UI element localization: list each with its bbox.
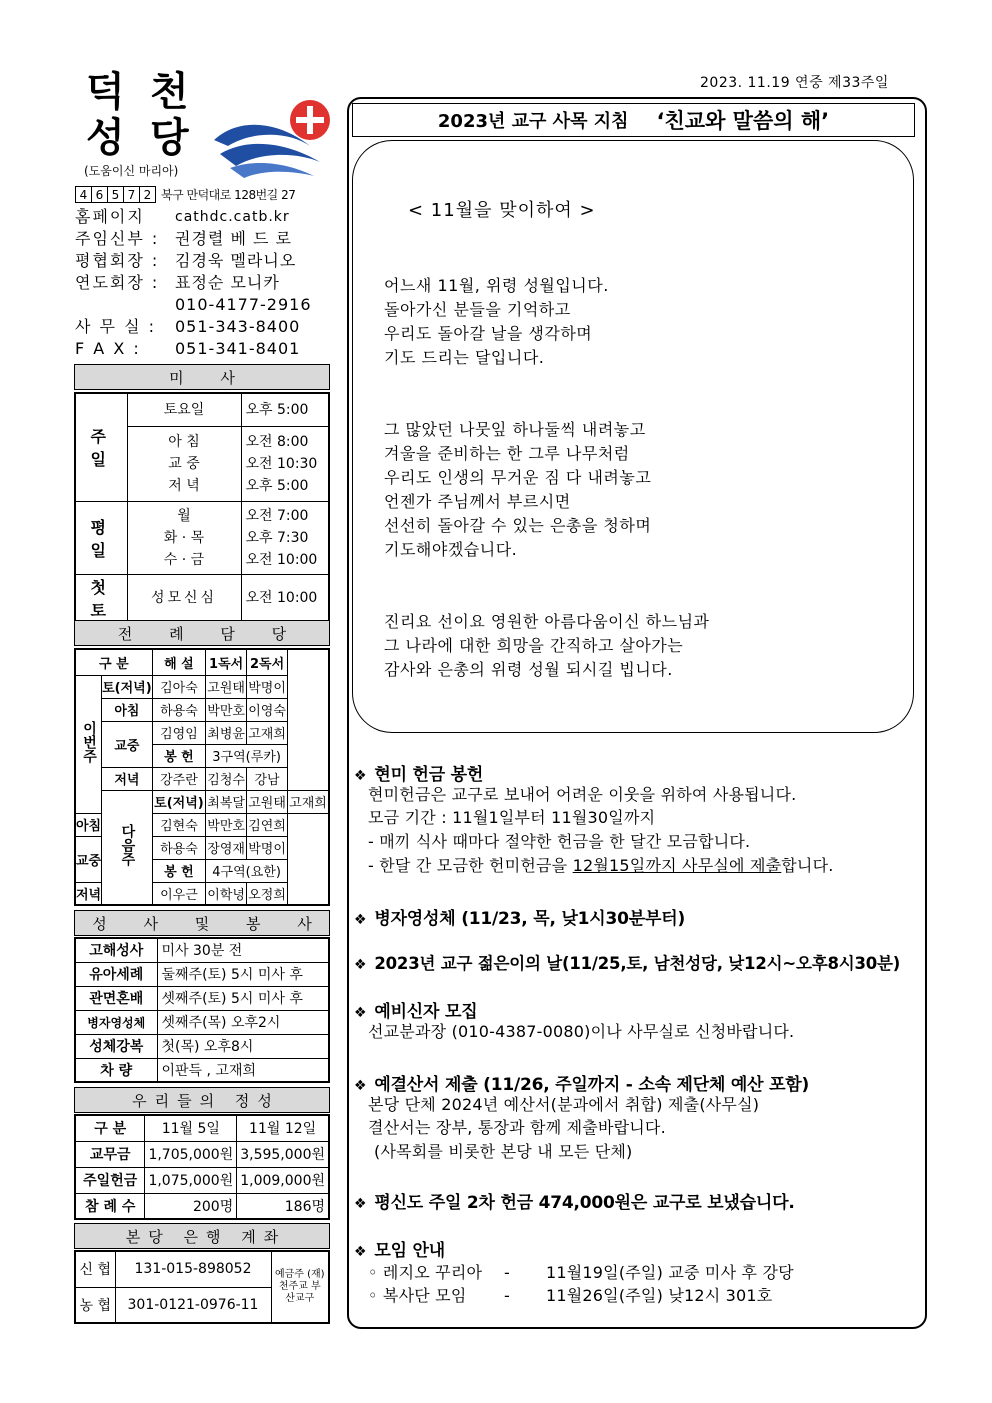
finance-table xyxy=(74,1114,330,1220)
meeting-detail: 11월26일(주일) 낮12시 301호 xyxy=(546,1286,773,1305)
sacraments-heading: 성 사 및 봉 사 xyxy=(74,910,330,936)
poem-line: 어느새 11월, 위령 성월입니다. xyxy=(384,276,609,295)
offering-label: 봉 헌 xyxy=(152,744,205,767)
duty-cell: 김청수 xyxy=(206,767,247,790)
mass-name: 화 · 목 xyxy=(163,529,205,546)
bank-heading: 본당 은행 계좌 xyxy=(74,1223,330,1249)
info-value: 051-343-8400 xyxy=(175,317,301,336)
diamond-bullet-icon: ❖ xyxy=(354,1244,367,1260)
duty-cell: 강주란 xyxy=(152,767,205,790)
deadline-underlined: 12월15일까지 사무실에 제출 xyxy=(572,856,782,875)
duty-cell: 하용숙 xyxy=(152,836,205,859)
duty-cell: 고원태 xyxy=(247,790,288,813)
info-key: 홈페이지 xyxy=(75,207,145,226)
info-value: 010-4177-2916 xyxy=(175,295,312,314)
duty-cell: 최복달 xyxy=(206,790,247,813)
notice-text: - 한달 간 모금한 헌미헌금을 12월15일까지 사무실에 제출합니다. xyxy=(368,856,834,875)
sacraments-table xyxy=(74,937,330,1083)
sacrament-name: 차 량 xyxy=(75,1058,157,1082)
info-value: 김경욱 멜라니오 xyxy=(175,251,297,270)
mass-time: 오전 8:00 xyxy=(245,433,309,450)
info-key: F A X : xyxy=(75,339,141,358)
theme-prefix: 2023년 교구 사목 지침 xyxy=(437,111,629,132)
info-key: 사 무 실 : xyxy=(75,317,157,336)
sacrament-time: 셋째주(목) 오후2시 xyxy=(157,1010,329,1034)
mass-time: 오후 5:00 xyxy=(241,393,329,426)
notice-text: - 매끼 식사 때마다 절약한 헌금을 한 달간 모금합니다. xyxy=(368,832,751,851)
duty-cell: 고재희 xyxy=(288,790,329,813)
meeting-name: ◦ 레지오 꾸리아 xyxy=(368,1263,483,1282)
meeting-dash: - xyxy=(504,1263,510,1282)
theme-quote: ‘친교와 말씀의 해’ xyxy=(656,109,830,133)
info-value: 표정순 모니카 xyxy=(175,273,280,292)
offering-cell: 3구역(루카) xyxy=(206,744,288,767)
duty-row-label: 아침 xyxy=(75,813,102,836)
finance-value: 1,705,000원 xyxy=(145,1141,237,1167)
zip-digit: 6 xyxy=(91,186,108,203)
mass-name: 수 · 금 xyxy=(163,551,205,568)
account-owner: 예금주 (재) 천주교 부산교구 xyxy=(271,1251,329,1323)
info-key xyxy=(75,294,175,316)
liturgy-duty-table xyxy=(74,648,330,906)
poem-line: 그 나라에 대한 희망을 간직하고 살아가는 xyxy=(384,636,684,655)
parish-emblem-icon xyxy=(210,96,335,181)
notice-text: 모금 기간 : 11월1일부터 11월30일까지 xyxy=(368,808,656,827)
info-value: 권경렬 베 드 로 xyxy=(175,229,292,248)
notice-text: (사목회를 비롯한 본당 내 모든 단체) xyxy=(374,1142,633,1161)
duty-row-label: 아침 xyxy=(102,698,153,721)
col-header: 2독서 xyxy=(247,649,288,675)
duty-cell: 김영임 xyxy=(152,721,205,744)
poem-line: 우리도 인생의 무거운 짐 다 내려놓고 xyxy=(384,468,652,487)
duty-cell: 하용숙 xyxy=(152,698,205,721)
account-number: 131-015-898052 xyxy=(115,1251,271,1287)
finance-value: 1,075,000원 xyxy=(145,1167,237,1193)
offering-label: 봉 헌 xyxy=(152,859,205,882)
col-header: 구 분 xyxy=(75,1115,145,1141)
notice-title: ❖ 병자영성체 (11/23, 목, 낮1시30분부터) xyxy=(354,909,686,929)
account-number: 301-0121-0976-11 xyxy=(115,1287,271,1323)
duty-cell: 김아숙 xyxy=(152,675,205,698)
poem-line: 언젠가 주님께서 부르시면 xyxy=(384,492,571,511)
duty-cell: 강남 xyxy=(247,767,288,790)
poem-line: 우리도 돌아갈 날을 생각하며 xyxy=(384,324,593,343)
finance-row-label: 참 례 수 xyxy=(75,1193,145,1219)
parish-info xyxy=(75,206,330,360)
bank-account-table xyxy=(74,1250,330,1324)
notice-text: 본당 단체 2024년 예산서(분과에서 취합) 제출(사무실) xyxy=(368,1095,760,1114)
notice-title: ❖ 모임 안내 xyxy=(354,1241,445,1261)
mass-time: 오후 7:30 xyxy=(245,529,309,546)
zip-digit: 4 xyxy=(75,186,92,203)
info-value: 051-341-8401 xyxy=(175,339,301,358)
notice-title: ❖ 2023년 교구 젊은이의 날(11/25,토, 남천성당, 낮12시~오후8시30분) xyxy=(354,954,901,973)
sacrament-name: 성체강복 xyxy=(75,1034,157,1058)
logo-subtitle: (도움이신 마리아) xyxy=(84,164,179,178)
mass-time: 오전 10:00 xyxy=(245,551,318,568)
zip-digit: 2 xyxy=(139,186,156,203)
bank-name: 농 협 xyxy=(75,1287,115,1323)
finance-value: 1,009,000원 xyxy=(237,1167,329,1193)
duty-cell: 이우근 xyxy=(152,882,205,905)
poem-line: 돌아가신 분들을 기억하고 xyxy=(384,300,571,319)
duty-row-label: 저녁 xyxy=(102,767,153,790)
notice-title: ❖ 현미 헌금 봉헌 xyxy=(354,765,484,785)
duty-cell: 고재희 xyxy=(247,721,288,744)
meeting-detail: 11월19일(주일) 교중 미사 후 강당 xyxy=(546,1263,794,1282)
notice-title: ❖ 예비신자 모집 xyxy=(354,1002,478,1022)
postal-address xyxy=(75,186,295,203)
col-header: 해 설 xyxy=(152,649,205,675)
logo-char-2: 천 xyxy=(150,68,189,115)
homepage-link[interactable]: cathdc.catb.kr xyxy=(175,209,290,225)
col-header: 1독서 xyxy=(206,649,247,675)
sacrament-time: 이판득 , 고재희 xyxy=(157,1058,329,1082)
sacrament-time: 둘째주(토) 5시 미사 후 xyxy=(157,962,329,986)
sacrament-time: 첫(목) 오후8시 xyxy=(157,1034,329,1058)
reflection-stanza-2 xyxy=(384,418,651,562)
notice-text: 결산서는 장부, 통장과 함께 제출바랍니다. xyxy=(368,1118,666,1137)
this-week-label: 이번주 xyxy=(75,675,102,813)
info-key: 평협회장 : xyxy=(75,251,160,270)
poem-line: 겨울을 준비하는 한 그루 나무처럼 xyxy=(384,444,630,463)
zip-digit: 7 xyxy=(123,186,140,203)
finance-row-label: 교무금 xyxy=(75,1141,145,1167)
bulletin-date: 2023. 11.19 연중 제33주일 xyxy=(700,75,889,91)
sacrament-name: 고해성사 xyxy=(75,938,157,962)
logo-char-1: 덕 xyxy=(86,68,125,115)
logo-char-3: 성 xyxy=(86,114,125,161)
bank-name: 신 협 xyxy=(75,1251,115,1287)
duty-cell: 장영재 xyxy=(206,836,247,859)
mass-name: 월 xyxy=(177,507,191,524)
mass-name: 성모신심 xyxy=(127,574,241,622)
meeting-dash: - xyxy=(504,1286,510,1305)
duty-cell: 김연희 xyxy=(247,813,288,836)
diamond-bullet-icon: ❖ xyxy=(354,957,367,973)
duty-cell: 이학녕 xyxy=(206,882,247,905)
sunday-label: 주 일 xyxy=(75,393,127,501)
street-address: 북구 만덕대로 128번길 27 xyxy=(161,188,296,202)
sacrament-name: 병자영성체 xyxy=(75,1010,157,1034)
sacrament-time: 셋째주(토) 5시 미사 후 xyxy=(157,986,329,1010)
duty-cell: 박명이 xyxy=(247,675,288,698)
diamond-bullet-icon: ❖ xyxy=(354,1005,367,1021)
duty-cell: 고원태 xyxy=(206,675,247,698)
poem-line: 그 많았던 나뭇잎 하나둘씩 내려놓고 xyxy=(384,420,646,439)
diamond-bullet-icon: ❖ xyxy=(354,912,367,928)
mass-time: 오전 10:00 xyxy=(241,574,329,622)
duty-row-label: 교중 xyxy=(102,721,153,767)
mass-name: 아 침 xyxy=(168,433,200,450)
mass-name: 저 녁 xyxy=(168,477,200,494)
sacrament-time: 미사 30분 전 xyxy=(157,938,329,962)
notice-text: 현미헌금은 교구로 보내어 어려운 이웃을 위하여 사용됩니다. xyxy=(368,785,797,804)
diamond-bullet-icon: ❖ xyxy=(354,1078,367,1094)
poem-line: 진리요 선이요 영원한 아름다움이신 하느님과 xyxy=(384,612,710,631)
mass-heading: 미 사 xyxy=(74,364,330,390)
poem-line: 기도 드리는 달입니다. xyxy=(384,348,545,367)
mass-name: 교 중 xyxy=(168,455,200,472)
diamond-bullet-icon: ❖ xyxy=(354,768,367,784)
duty-cell: 박명이 xyxy=(247,836,288,859)
duty-cell: 오정희 xyxy=(247,882,288,905)
info-key: 주임신부 : xyxy=(75,229,160,248)
offering-cell: 4구역(요한) xyxy=(206,859,288,882)
mass-schedule-table xyxy=(74,392,330,623)
notice-title: ❖ 평신도 주일 2차 헌금 474,000원은 교구로 보냈습니다. xyxy=(354,1193,795,1213)
finance-value: 200명 xyxy=(145,1193,237,1219)
next-week-label: 다음주 xyxy=(102,790,153,905)
duty-cell: 이영숙 xyxy=(247,698,288,721)
finance-value: 3,595,000원 xyxy=(237,1141,329,1167)
duty-cell: 박만호 xyxy=(206,698,247,721)
diamond-bullet-icon: ❖ xyxy=(354,1196,367,1212)
col-header: 11월 12일 xyxy=(237,1115,329,1141)
duty-cell: 최병윤 xyxy=(206,721,247,744)
first-sat-label: 첫 토 xyxy=(75,574,127,622)
duty-heading: 전 례 담 당 xyxy=(74,620,330,646)
reflection-stanza-3 xyxy=(384,610,710,682)
poem-line: 선선히 돌아갈 수 있는 은총을 청하며 xyxy=(384,516,652,535)
reflection-stanza-1 xyxy=(384,274,609,370)
mass-time: 오후 5:00 xyxy=(245,477,309,494)
mass-time: 오전 7:00 xyxy=(245,507,309,524)
duty-row-label: 토(저녁) xyxy=(152,790,205,813)
zip-digit: 5 xyxy=(107,186,124,203)
sacrament-name: 관면혼배 xyxy=(75,986,157,1010)
col-header: 구 분 xyxy=(75,649,152,675)
mass-time: 오전 10:30 xyxy=(245,455,318,472)
finance-heading: 우리들의 정성 xyxy=(74,1087,330,1113)
poem-line: 기도해야겠습니다. xyxy=(384,540,518,559)
sacrament-name: 유아세례 xyxy=(75,962,157,986)
duty-cell: 김현숙 xyxy=(152,813,205,836)
meeting-name: ◦ 복사단 모임 xyxy=(368,1286,467,1305)
info-key: 연도회장 : xyxy=(75,273,160,292)
col-header: 11월 5일 xyxy=(145,1115,237,1141)
notice-title: ❖ 예결산서 제출 (11/26, 주일까지 - 소속 제단체 예산 포함) xyxy=(354,1075,810,1095)
weekday-label: 평 일 xyxy=(75,501,127,574)
duty-row-label: 토(저녁) xyxy=(102,675,153,698)
reflection-title: < 11월을 맞이하여 > xyxy=(408,200,596,221)
duty-cell: 박만호 xyxy=(206,813,247,836)
duty-row-label: 교중 xyxy=(75,836,102,882)
mass-name: 토요일 xyxy=(127,393,241,426)
pastoral-theme-title xyxy=(352,103,915,137)
logo-char-4: 당 xyxy=(150,114,189,161)
duty-row-label: 저녁 xyxy=(75,882,102,905)
notice-text: 선교분과장 (010-4387-0080)이나 사무실로 신청바랍니다. xyxy=(368,1022,795,1041)
poem-line: 감사와 은총의 위령 성월 되시길 빕니다. xyxy=(384,660,673,679)
finance-row-label: 주일헌금 xyxy=(75,1167,145,1193)
finance-value: 186명 xyxy=(237,1193,329,1219)
